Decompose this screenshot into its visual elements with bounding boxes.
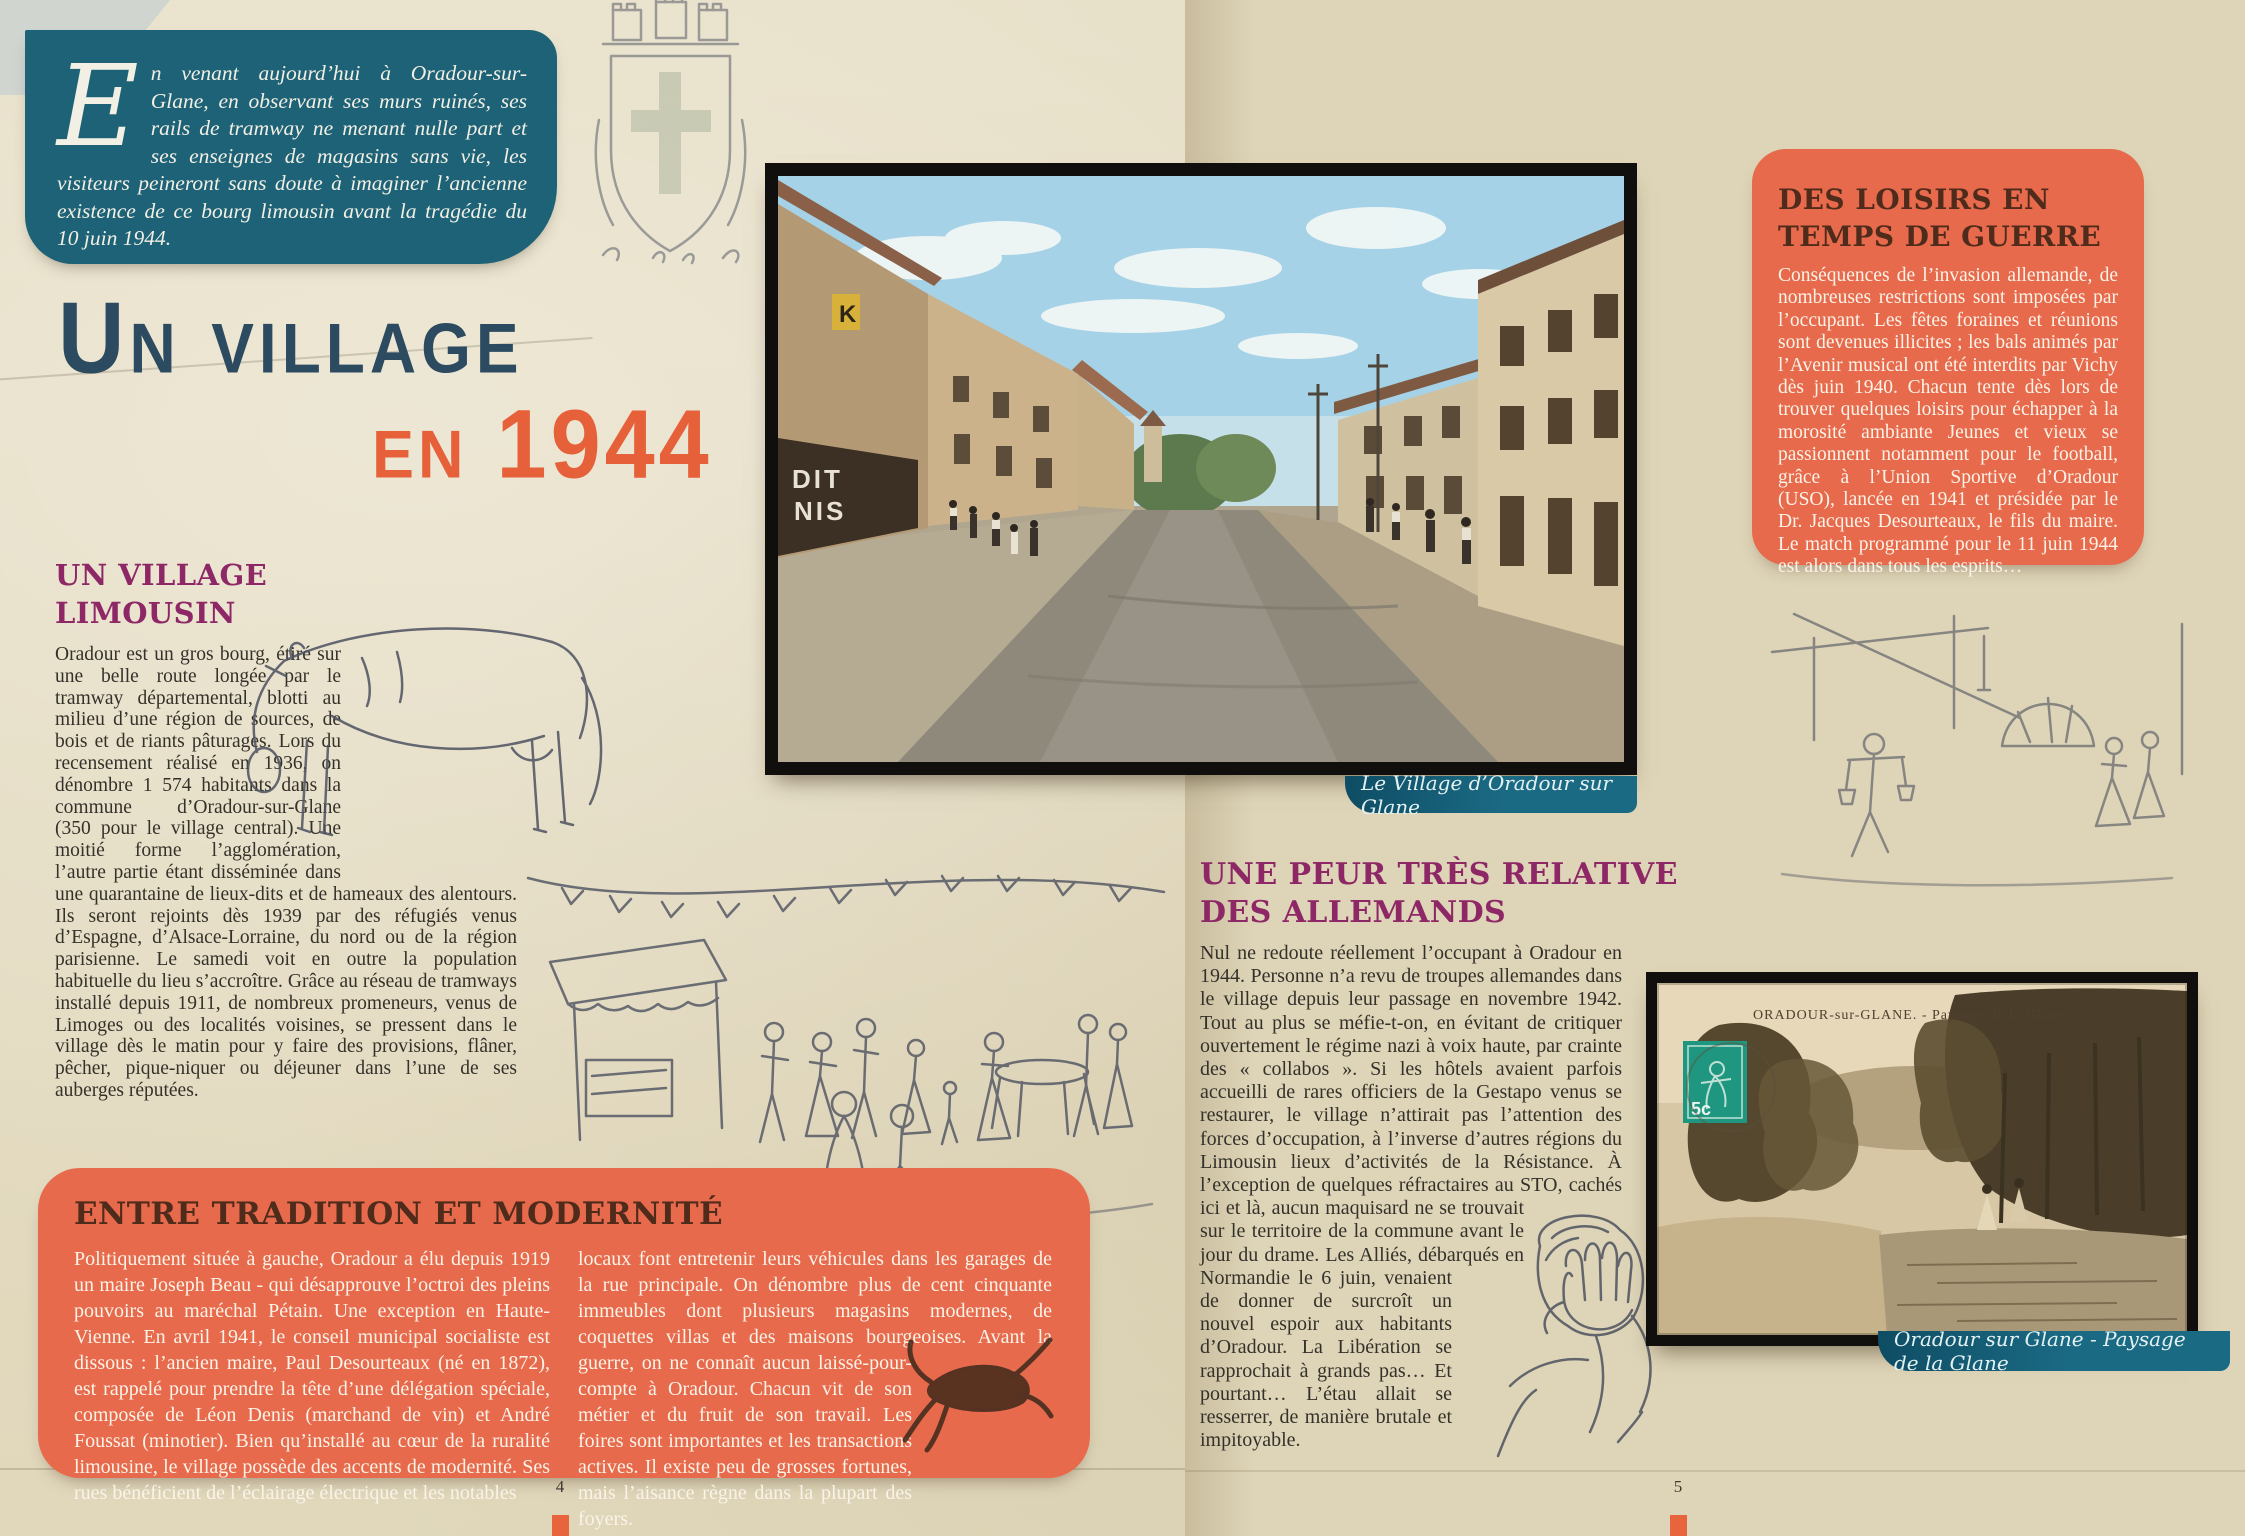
main-photo (765, 163, 1637, 775)
main-photo-caption-text: Le Village d’Oradour sur Glane (1361, 770, 1613, 819)
main-photo-image (778, 176, 1624, 762)
photo-sign-nis: NIS (794, 496, 847, 526)
loisirs-heading (1778, 181, 2118, 255)
postage-stamp (1683, 1041, 1747, 1123)
loisirs-heading-line2: TEMPS DE GUERRE (1778, 220, 2102, 253)
main-photo-caption (1345, 770, 1637, 819)
photo-sign-k: K (839, 301, 857, 328)
cow-sketch (212, 566, 622, 866)
page-number-left: 4 (555, 1477, 565, 1496)
peur-heading-line2: DES ALLEMANDS (1200, 895, 1507, 930)
section-heading-peur (1200, 856, 1678, 932)
animal-sketch (895, 1298, 1055, 1458)
tradition-column-2-text: locaux font entretenir leurs véhicules dans les garages de la rue principale. On dénombre plus de cent cinquante immeubles dont plusieurs magasins modernes, de coquettes villas et des maisons bourgeoises. Avant la guerre, on ne connaît aucun laissé-pour-compte à Oradour. Chacun vit de son métier et du fruit de son travail. Les foires sont importantes et les transactions actives. Il existe peu de grosses fortunes, mais l’aisance règne dans la plupart des foyers. (578, 1248, 1052, 1530)
photo-sign-dit: DIT (792, 464, 843, 494)
limousin-body-text: Oradour est un gros bourg, étiré sur une belle route longée par le tramway départemental, blotti au milieu d’une région de sources, de bois et de riants pâturages. Lors du recensement réalisé en 1936, on dénombre 1 574 habitants dans la commune d’Oradour-sur-Glane (350 pour le village central). Une moitié forme l’agglomération, l’autre partie étant disséminée dans une quarantaine de lieux-dits et de hameaux des alentours. Ils seront rejoints dès 1939 par des réfugiés venus d’Espagne, d’Alsace-Lorraine, du nord ou de la région parisienne. Le samedi voit en outre la population habituelle du lieu s’accroître. Grâce au réseau de tramways installé depuis 1911, de nombreux promeneurs, venus de Limoges ou des localités voisines, se pressent dans le village dès le matin pour y faire des provisions, flâner, pêcher, pique-niquer ou déjeuner dans l’une de ses auberges réputées. (55, 644, 517, 1101)
farm-sketch (1752, 594, 2208, 914)
right-page-tab (1670, 1515, 1687, 1536)
postcard-caption (1878, 1327, 2230, 1375)
text-wrap-spacer (1622, 942, 1624, 1220)
limousin-heading-line1: UN VILLAGE (55, 558, 268, 592)
page-title-line1: Un village (58, 282, 524, 395)
postcard-photo (1646, 972, 2198, 1346)
page-number-right: 5 (1673, 1477, 1683, 1496)
postcard-printed-title: ORADOUR-sur-GLANE. - Paysage de la Glane (1753, 1008, 2065, 1023)
tradition-heading: ENTRE TRADITION ET MODERNITÉ (74, 1196, 724, 1232)
limousin-heading-line2: LIMOUSIN (55, 596, 236, 630)
intro-drop-cap: E (57, 42, 139, 172)
peur-body-text: Nul ne redoute réellement l’occupant à Oradour en 1944. Personne n’a revu de troupes allemandes dans le village depuis leur passage en novembre 1942. Tout au plus se méfie-t-on, en évitant de critiquer ouvertement le régime nazi à voix haute, par crainte des « collabos ». Si les hôtels avaient parfois accueilli de rares officiers de la Gestapo venus se restaurer, le village n’attirait pas l’attention des forces d’occupation, à l’inverse d’autres régions du Limousin lieux d’activités de la Résistance. À l’exception de quelques réfractaires au STO, cachés ici et là, aucun maquisard ne se trouvait sur le territoire de la commune avant le jour du drame. Les Alliés, débarqués en Normandie le 6 juin, venaient de donner de surcroît un nouvel espoir aux habitants d’Oradour. La Libération se rapprochait à grands pas… Et pourtant… L’étau allait se resserrer, de manière brutale et impitoyable. (1200, 942, 1622, 1452)
stamp-value: 5c (1691, 1099, 1712, 1119)
postcard-image (1657, 983, 2187, 1335)
intro-box (25, 30, 557, 264)
intro-text: n venant aujourd’hui à Oradour-sur-Glane, en observant ses murs ruinés, ses rails de tramway ne menant nulle part et ses enseignes de magasins sans vie, les visiteurs peineront sans doute à imaginer l’ancienne existence de ce bourg limousin avant la tragédie du 10 juin 1944. (57, 61, 527, 250)
loisirs-paragraph: Conséquences de l’invasion allemande, de nombreuses restrictions sont imposées par l’occupant. Les fêtes foraines et réunions sont devenues illicites ; les bals animés par l’Avenir musical ont été interdits par Vichy dès juin 1940. Chacun tente dès lors de trouver quelques loisirs pour échapper à la morosité ambiante Jeunes et vieux se passionnent notamment pour le football, grâce à l’Union Sportive d’Oradour (USO), lancée en 1941 et présidée par le Dr. Jacques Desourteaux, le fils du maire. Le match programmé pour le 11 juin 1944 est alors dans tous les esprits… (1778, 265, 2118, 578)
tradition-column-1: Politiquement située à gauche, Oradour a élu depuis 1919 un maire Joseph Beau - qui désapprouve l’octroi des pleins pouvoirs au maréchal Pétain. Une exception en Haute-Vienne. En avril 1941, le conseil municipal socialiste est dissous : l’ancien maire, Paul Desourteaux (né en 1872), est rappelé pour prendre la tête d’une délégation spéciale, composée de Léon Denis (marchand de vin) et André Foussat (minotier). Bien qu’installé au cœur de la ruralité limousine, le village possède des accents de modernité. Ses rues bénéficient de l’éclairage électrique et les notables (74, 1248, 550, 1504)
page-title-line2: en 1944 (372, 391, 713, 500)
loisirs-heading-line1: DES LOISIRS EN (1778, 183, 2050, 216)
loisirs-box (1752, 149, 2144, 578)
postcard-caption-text: Oradour sur Glane - Paysage de la Glane (1894, 1327, 2186, 1375)
coat-of-arms-sketch (593, 0, 748, 265)
peur-heading-line1: UNE PEUR TRÈS RELATIVE (1200, 857, 1678, 892)
